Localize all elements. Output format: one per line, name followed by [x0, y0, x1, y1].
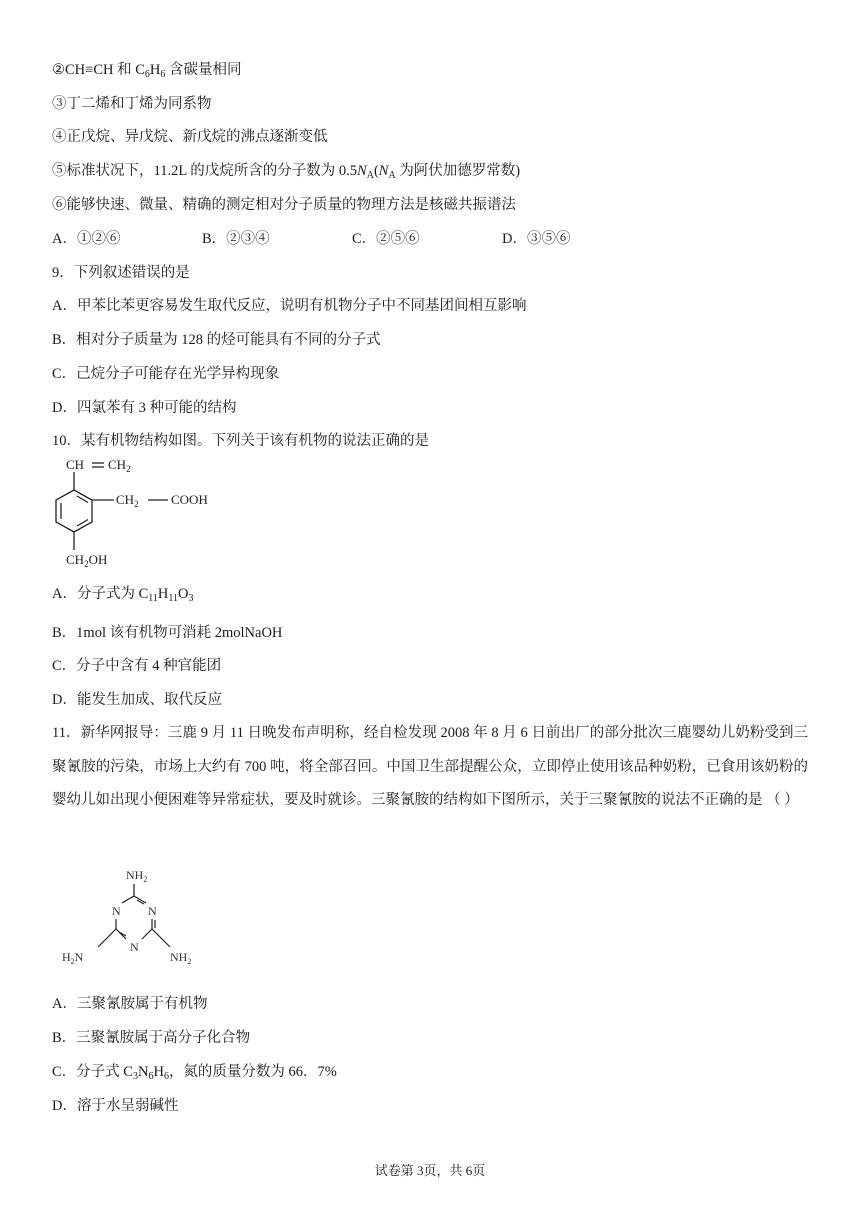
page-footer: 试卷第 3页，共 6页 — [374, 1163, 486, 1178]
q8-option-d: D．③⑤⑥ — [502, 231, 571, 247]
nh2-top-label: $NH_2$ — [126, 868, 148, 884]
q11-stem: 11．新华网报导：三鹿 9 月 11 日晚发布声明称，经自检发现 2008 年 8 月 6 日前出厂的部分批次三鹿婴幼儿奶粉受到三聚氰胺的污染，市场上大约有 700 吨，将全部召回。中国卫生部提醒公众，立即停止使用该品种奶粉，已食用该奶粉的婴幼儿如出现小便困难等异常症状，要及时就诊。三聚氰胺的结构如下图所示，关于三聚氰胺的说法不正确的是 （ ） — [52, 725, 808, 808]
q9-option-a: A．甲苯比苯更容易发生取代反应，说明有机物分子中不同基团间相互影响 — [52, 298, 527, 314]
ring-n-bottom: N — [130, 940, 139, 954]
ring-n-right: N — [148, 904, 157, 918]
q10-stem: 10．某有机物结构如图。下列关于该有机物的说法正确的是 — [52, 433, 429, 449]
q10-option-d: D．能发生加成、取代反应 — [52, 692, 222, 708]
q10-option-c: C．分子中含有 4 种官能团 — [52, 658, 222, 674]
q8-option-b: B．②③④ — [202, 231, 270, 247]
q9-option-b: B．相对分子质量为 128 的烃可能具有不同的分子式 — [52, 332, 381, 348]
q11-option-b: B．三聚氰胺属于高分子化合物 — [52, 1030, 251, 1046]
q8-option-c: C．②⑤⑥ — [352, 231, 420, 247]
ring-n-left: N — [112, 904, 121, 918]
vinyl-ch-label: CH — [66, 457, 85, 472]
q8-option-a: A．①②⑥ — [52, 231, 121, 247]
q10-option-b: B．1mol 该有机物可消耗 2molNaOH — [52, 625, 283, 641]
cooh-label: COOH — [171, 492, 208, 507]
q9-option-c: C．己烷分子可能存在光学异构现象 — [52, 366, 280, 382]
ch2-label: $CH_2$ — [116, 492, 139, 509]
q11-option-d: D．溶于水呈弱碱性 — [52, 1098, 179, 1114]
q8-item-5: ⑤标准状况下，11.2L 的戊烷所含的分子数为 $0.5N_A(N_A$ 为阿伏加德罗常数) — [52, 163, 521, 181]
q11-option-a: A．三聚氰胺属于有机物 — [52, 996, 208, 1012]
vinyl-ch2-label: $CH_2$ — [108, 457, 131, 474]
q11-melamine-structure — [56, 862, 206, 972]
q8-item-2: ②CH≡CH 和 $C_6H_6$ 含碳量相同 — [52, 62, 242, 80]
q8-item-3: ③丁二烯和丁烯为同系物 — [52, 96, 212, 112]
q8-options — [52, 229, 570, 249]
q10-option-a: A．分子式为 $C_{11}H_{11}O_3$ — [52, 586, 194, 604]
q10-structure-diagram — [52, 452, 222, 572]
q9-option-d: D．四氯苯有 3 种可能的结构 — [52, 400, 237, 416]
ch2oh-label: $CH_2OH$ — [66, 552, 108, 569]
q8-item-4: ④正戊烷、异戊烷、新戊烷的沸点逐渐变低 — [52, 129, 328, 145]
q11-option-c: C．分子式 $C_3N_6H_6$，氮的质量分数为 66．7% — [52, 1064, 337, 1082]
nh2-right-label: $NH_2$ — [170, 950, 192, 966]
h2n-left-label: $H_2N$ — [62, 950, 84, 966]
q9-stem: 9．下列叙述错误的是 — [52, 265, 190, 281]
q8-item-6: ⑥能够快速、微量、精确的测定相对分子质量的物理方法是核磁共振谱法 — [52, 197, 516, 213]
